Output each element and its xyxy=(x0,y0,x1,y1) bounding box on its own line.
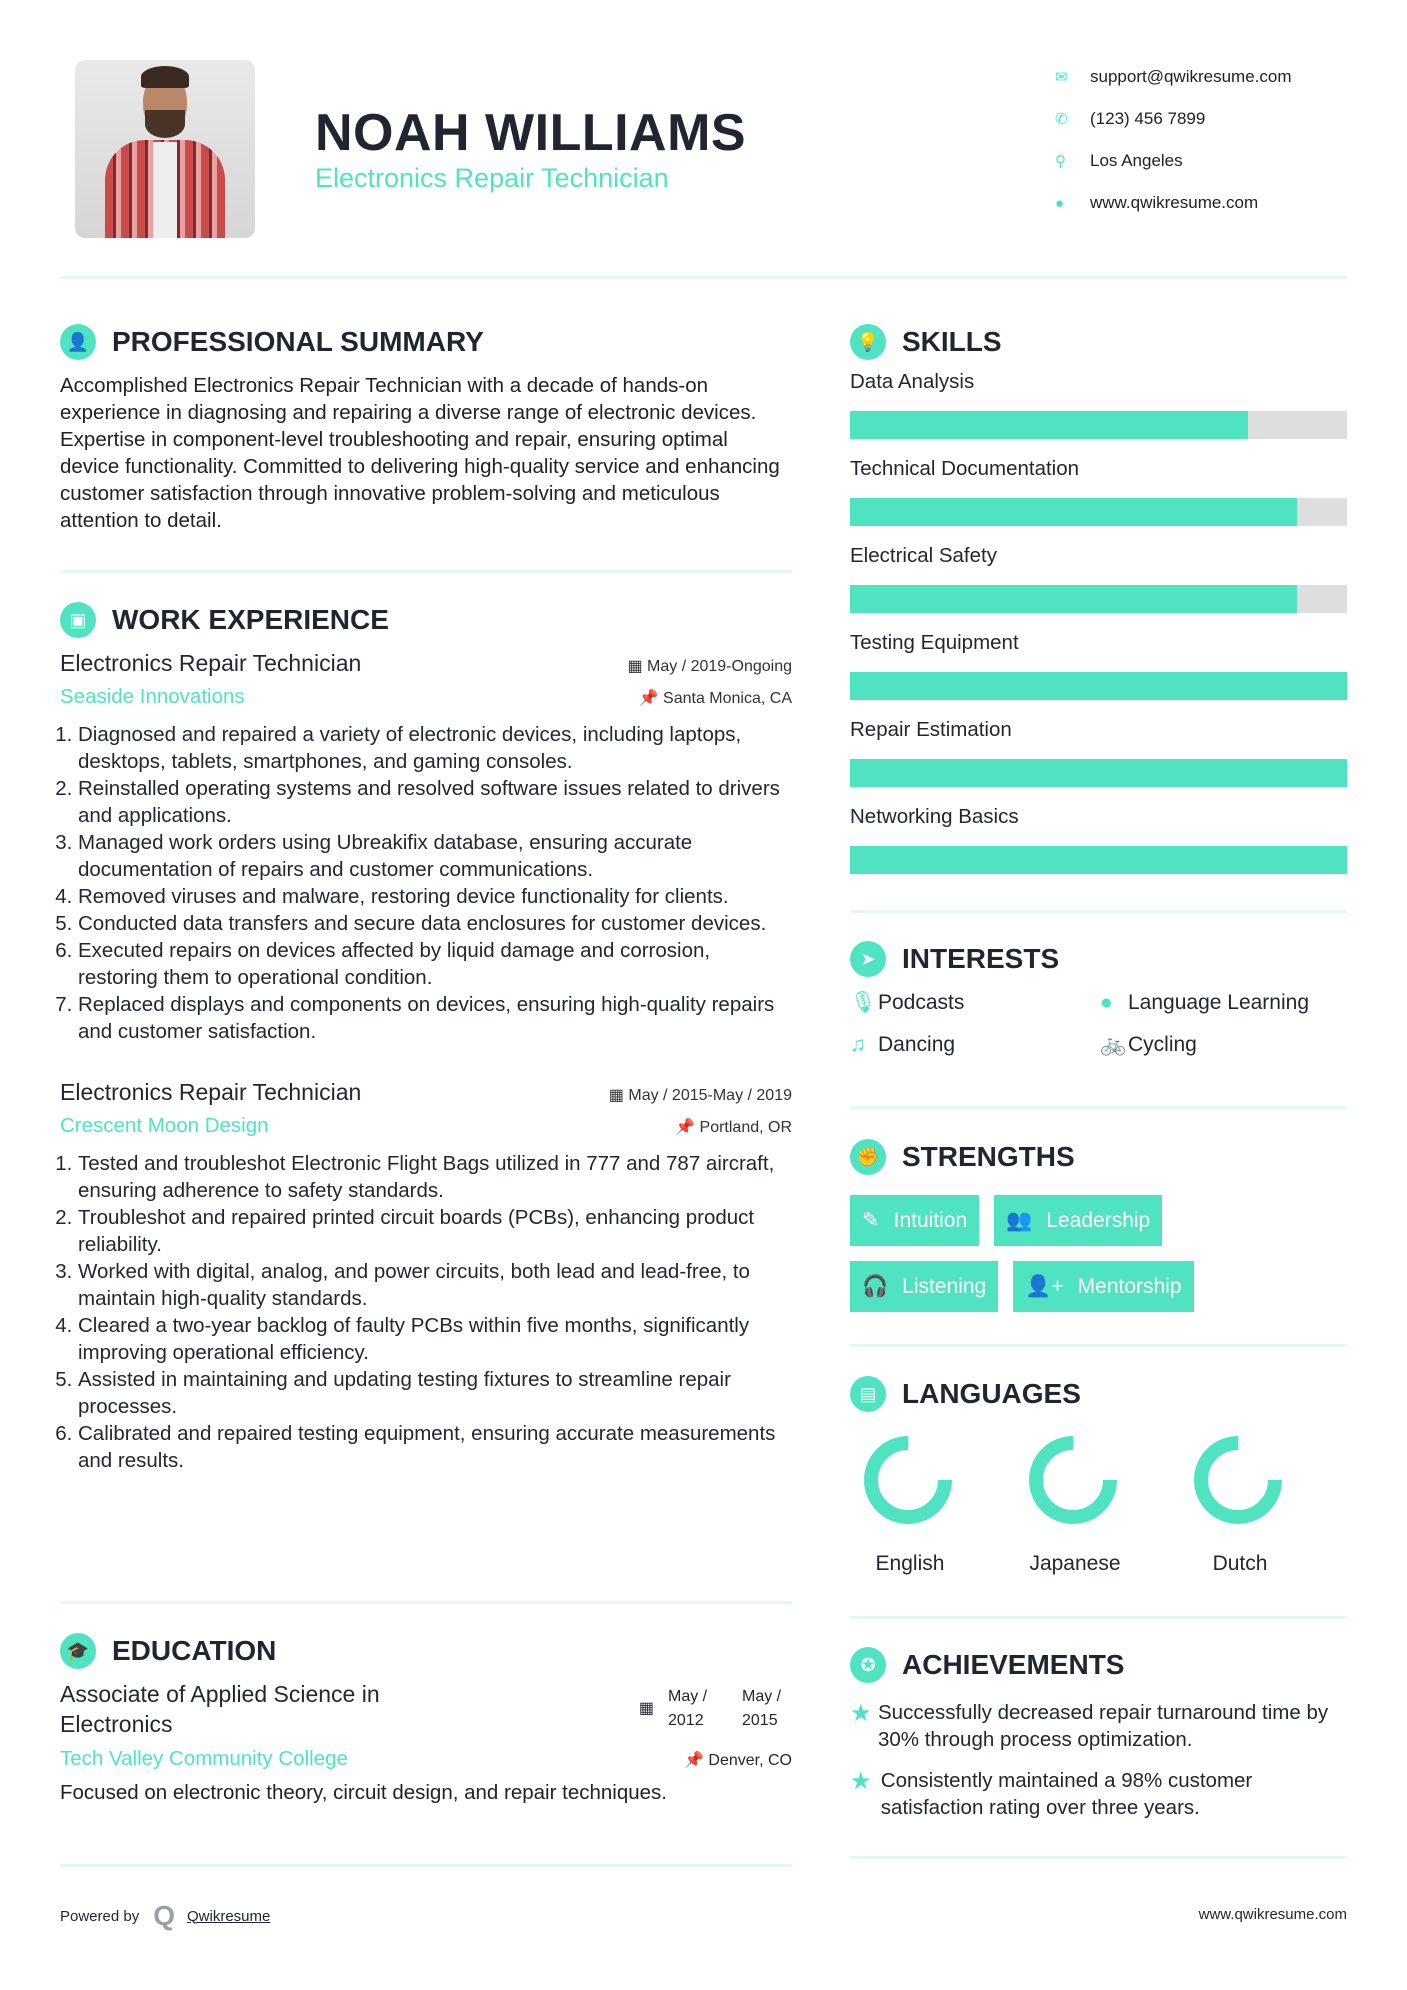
school-name: Tech Valley Community College xyxy=(60,1747,348,1770)
job-title: Electronics Repair Technician xyxy=(60,650,362,676)
skill-bar xyxy=(850,411,1347,439)
briefcase-icon: ▣ xyxy=(60,602,96,638)
language-icon: ▤ xyxy=(850,1376,886,1412)
summary-section xyxy=(60,322,792,534)
magic-wand-icon: ✎ xyxy=(862,1209,880,1232)
qwikresume-logo-icon: Q xyxy=(153,1900,175,1931)
job-bullets xyxy=(60,1150,792,1474)
education-section xyxy=(60,1631,792,1806)
interest-label: Language Learning xyxy=(1128,991,1310,1014)
skill-bar xyxy=(850,672,1347,700)
edu-description: Focused on electronic theory, circuit design, and repair techniques. xyxy=(60,1781,667,1804)
strength-label: Listening xyxy=(902,1274,987,1298)
edu-end: May / 2015 xyxy=(742,1688,782,1729)
interest-label: Podcasts xyxy=(878,991,965,1014)
achievement-text: Successfully decreased repair turnaround time by 30% through process optimization. xyxy=(878,1701,1329,1751)
section-divider xyxy=(850,1106,1347,1109)
candidate-title: Electronics Repair Technician xyxy=(315,163,669,193)
section-heading: INTERESTS xyxy=(902,943,1060,974)
work-section xyxy=(60,600,792,1474)
mail-icon: ✉ xyxy=(1055,69,1068,86)
user-icon: 👤 xyxy=(60,324,96,360)
star-badge-icon: ✪ xyxy=(850,1647,886,1683)
job-bullets xyxy=(60,721,792,1045)
section-heading: ACHIEVEMENTS xyxy=(902,1649,1125,1680)
section-divider xyxy=(60,570,792,573)
section-heading: SKILLS xyxy=(902,326,1002,357)
bullet: 5. Conducted data transfers and secure data enclosures for customer devices. xyxy=(78,910,792,937)
skill-label: Data Analysis xyxy=(850,370,975,393)
header-divider xyxy=(60,276,1347,279)
section-divider xyxy=(60,1601,792,1604)
contact-list xyxy=(1055,56,1292,224)
bicycle-icon: 🚲 xyxy=(1100,1033,1127,1056)
achievements-section xyxy=(850,1645,1347,1821)
bullet: 1. Diagnosed and repaired a variety of electronic devices, including laptops, desktops, tablets, smartphones, and gaming consoles. xyxy=(78,721,792,775)
degree-title: Associate of Applied Science in Electronics xyxy=(60,1681,380,1737)
globe-icon: ● xyxy=(1055,194,1065,212)
skills-section xyxy=(850,322,1347,874)
skill-bar-fill xyxy=(850,672,1347,700)
company-name: Seaside Innovations xyxy=(60,685,245,708)
user-plus-icon: 👤+ xyxy=(1025,1274,1064,1298)
contact-text: Los Angeles xyxy=(1090,151,1183,170)
interest-item xyxy=(850,991,1100,1015)
job-entry xyxy=(60,1079,792,1474)
language-name: Japanese xyxy=(1029,1552,1121,1575)
headphones-icon: 🎧 xyxy=(862,1274,889,1298)
candidate-name: NOAH WILLIAMS xyxy=(315,104,747,162)
skill-bar xyxy=(850,759,1347,787)
paper-plane-icon: ➤ xyxy=(850,941,886,977)
skill-bar xyxy=(850,585,1347,613)
bullet: 2. Reinstalled operating systems and resolved software issues related to drivers and applications. xyxy=(78,775,792,829)
company-name: Crescent Moon Design xyxy=(60,1114,269,1137)
summary-text: Accomplished Electronics Repair Technician with a decade of hands-on experience in diagnosing and repairing a diverse range of electronic devices. Expertise in component-level troubleshooting and repair, ensuring optimal device functionality. Committed to delivering high-quality service and enhancing customer satisfaction through innovative problem-solving and meticulous attention to detail. xyxy=(60,374,780,532)
skill-label: Technical Documentation xyxy=(850,457,1080,480)
skill-item xyxy=(850,370,1347,439)
skill-bar-fill xyxy=(850,498,1297,526)
interest-item xyxy=(1100,1033,1350,1057)
skill-bar xyxy=(850,498,1347,526)
achievement-item xyxy=(850,1767,1347,1821)
strength-chip xyxy=(1013,1261,1193,1312)
job-entry xyxy=(60,650,792,1045)
powered-by xyxy=(60,1900,270,1932)
music-icon: ♫ xyxy=(850,1033,866,1056)
skill-item xyxy=(850,718,1347,787)
interest-item xyxy=(1100,991,1350,1015)
microphone-icon: 🎙 xyxy=(850,991,877,1014)
section-heading: EDUCATION xyxy=(112,1635,277,1666)
brand-link[interactable]: Qwikresume xyxy=(187,1907,271,1925)
contact-text: www.qwikresume.com xyxy=(1090,193,1259,212)
calendar-icon: ▦ xyxy=(608,1087,629,1104)
languages-section xyxy=(850,1374,1347,1576)
job-location: Santa Monica, CA xyxy=(663,690,792,707)
section-divider xyxy=(850,910,1347,913)
section-heading: PROFESSIONAL SUMMARY xyxy=(112,326,484,357)
map-pin-icon: ⚲ xyxy=(1055,153,1066,170)
skill-item xyxy=(850,544,1347,613)
achievement-text: Consistently maintained a 98% customer satisfaction rating over three years. xyxy=(880,1769,1253,1819)
pin-icon: 📌 xyxy=(684,1752,709,1769)
contact-website[interactable] xyxy=(1055,182,1292,224)
section-divider xyxy=(850,1616,1347,1619)
edu-location: Denver, CO xyxy=(708,1752,792,1769)
section-heading: STRENGTHS xyxy=(902,1141,1075,1172)
interest-label: Dancing xyxy=(878,1033,956,1056)
pin-icon: 📌 xyxy=(675,1119,700,1136)
job-title: Electronics Repair Technician xyxy=(60,1079,362,1105)
job-date: May / 2015-May / 2019 xyxy=(628,1087,792,1104)
contact-phone xyxy=(1055,98,1292,140)
bullet: 6. Calibrated and repaired testing equipment, ensuring accurate measurements and results. xyxy=(78,1420,792,1474)
contact-text: support@qwikresume.com xyxy=(1090,67,1292,86)
bullet: 1. Tested and troubleshot Electronic Flight Bags utilized in 777 and 787 aircraft, ensuring adherence to safety standards. xyxy=(78,1150,792,1204)
strength-label: Leadership xyxy=(1046,1208,1151,1232)
strength-chip xyxy=(994,1195,1162,1246)
section-divider xyxy=(850,1856,1347,1859)
contact-location xyxy=(1055,140,1292,182)
skill-item xyxy=(850,631,1347,700)
language-item xyxy=(850,1430,1015,1576)
job-date: May / 2019-Ongoing xyxy=(647,658,792,675)
lightbulb-icon: 💡 xyxy=(850,324,886,360)
skill-bar-fill xyxy=(850,759,1347,787)
job-location: Portland, OR xyxy=(699,1119,792,1136)
language-name: Dutch xyxy=(1212,1552,1268,1575)
section-heading: LANGUAGES xyxy=(902,1378,1081,1409)
skill-label: Networking Basics xyxy=(850,805,1019,828)
achievement-item xyxy=(850,1699,1347,1753)
skill-label: Repair Estimation xyxy=(850,718,1012,741)
strength-chip xyxy=(850,1261,998,1312)
star-icon: ★ xyxy=(850,1768,872,1795)
skill-item xyxy=(850,805,1347,874)
interest-item xyxy=(850,1033,1100,1057)
bullet: 2. Troubleshot and repaired printed circuit boards (PCBs), enhancing product reliability. xyxy=(78,1204,792,1258)
edu-start: May / 2012 xyxy=(668,1688,708,1729)
graduation-icon: 🎓 xyxy=(60,1633,96,1669)
contact-email[interactable] xyxy=(1055,56,1292,98)
skill-bar xyxy=(850,846,1347,874)
language-item xyxy=(1015,1430,1180,1576)
bullet: 6. Executed repairs on devices affected by liquid damage and corrosion, restoring them to operational condition. xyxy=(78,937,792,991)
skill-bar-fill xyxy=(850,411,1248,439)
globe-icon: ● xyxy=(1100,991,1113,1014)
section-divider xyxy=(850,1344,1347,1347)
bullet: 4. Cleared a two-year backlog of faulty PCBs within five months, significantly improving operational efficiency. xyxy=(78,1312,792,1366)
section-heading: WORK EXPERIENCE xyxy=(112,604,389,635)
skill-item xyxy=(850,457,1347,526)
bullet: 3. Worked with digital, analog, and power circuits, both lead and lead-free, to maintain high-quality standards. xyxy=(78,1258,792,1312)
skill-bar-fill xyxy=(850,585,1297,613)
bullet: 5. Assisted in maintaining and updating testing fixtures to streamline repair processes. xyxy=(78,1366,792,1420)
bullet: 7. Replaced displays and components on devices, ensuring high-quality repairs and customer satisfaction. xyxy=(78,991,792,1045)
powered-label: Powered by xyxy=(60,1907,140,1925)
language-progress-ring xyxy=(1188,1430,1288,1530)
contact-text: (123) 456 7899 xyxy=(1090,109,1206,128)
strength-label: Intuition xyxy=(893,1208,968,1232)
bullet: 3. Managed work orders using Ubreakifix database, ensuring accurate documentation of repairs and customer communications. xyxy=(78,829,792,883)
users-icon: 👥 xyxy=(1006,1208,1033,1232)
calendar-icon: ▦ xyxy=(627,658,648,675)
interests-section xyxy=(850,939,1347,1057)
bullet: 4. Removed viruses and malware, restoring device functionality for clients. xyxy=(78,883,792,910)
skill-label: Electrical Safety xyxy=(850,544,997,567)
skill-label: Testing Equipment xyxy=(850,631,1019,654)
language-progress-ring xyxy=(858,1430,958,1530)
language-name: English xyxy=(875,1552,945,1575)
phone-icon: ✆ xyxy=(1055,111,1068,128)
star-icon: ★ xyxy=(850,1700,872,1727)
section-divider xyxy=(60,1864,792,1867)
footer-url[interactable]: www.qwikresume.com xyxy=(1198,1906,1347,1923)
skill-bar-fill xyxy=(850,846,1347,874)
strength-chip xyxy=(850,1195,979,1246)
language-item xyxy=(1180,1430,1345,1576)
strength-label: Mentorship xyxy=(1077,1274,1182,1298)
profile-photo xyxy=(75,60,255,238)
calendar-icon: ▦ xyxy=(638,1700,654,1717)
language-progress-ring xyxy=(1023,1430,1123,1530)
strengths-section xyxy=(850,1137,1347,1312)
fist-icon: ✊ xyxy=(850,1139,886,1175)
interest-label: Cycling xyxy=(1128,1033,1197,1056)
pin-icon: 📌 xyxy=(638,690,664,707)
